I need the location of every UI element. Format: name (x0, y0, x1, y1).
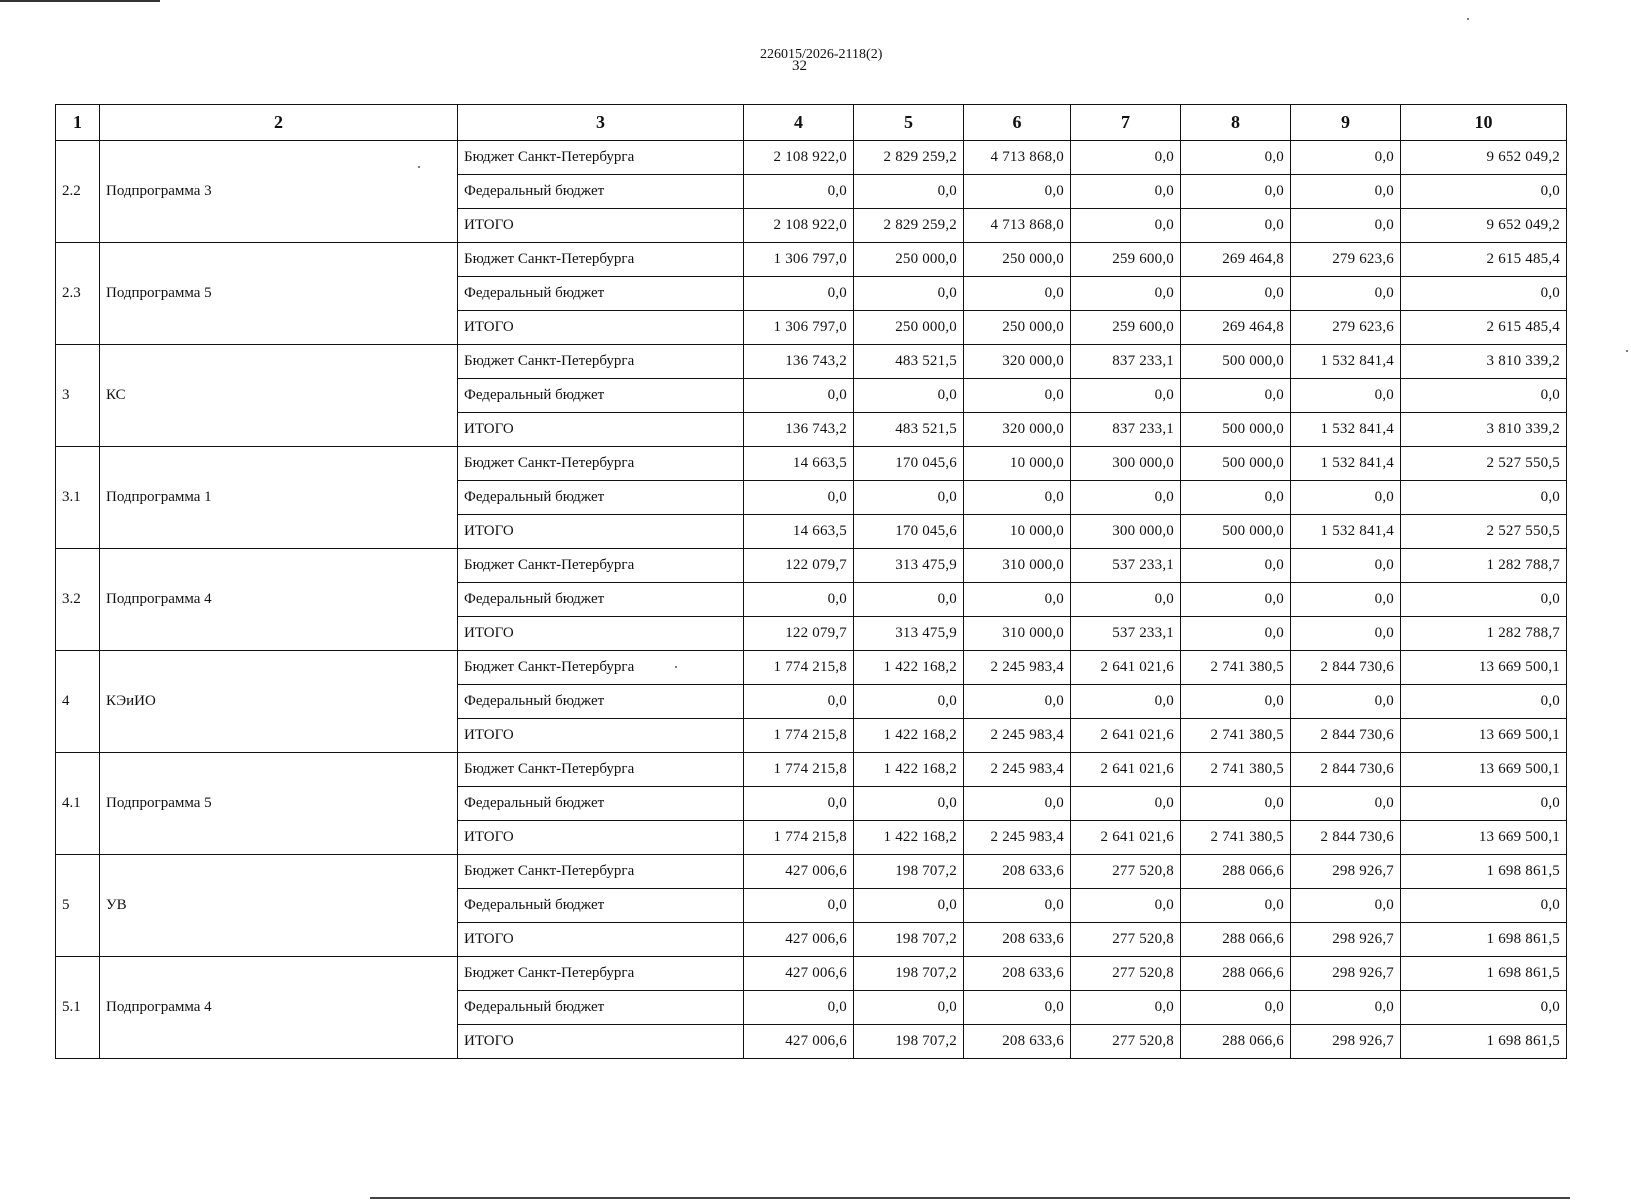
value-cell-col-6: 250 000,0 (964, 311, 1071, 345)
value-cell-col-9: 0,0 (1291, 617, 1401, 651)
value-cell-col-6: 0,0 (964, 277, 1071, 311)
value-cell-col-8: 0,0 (1181, 209, 1291, 243)
value-cell-col-5: 2 829 259,2 (854, 141, 964, 175)
value-cell-col-10: 2 615 485,4 (1401, 243, 1567, 277)
value-cell-col-6: 10 000,0 (964, 515, 1071, 549)
value-cell-col-6: 310 000,0 (964, 617, 1071, 651)
value-cell-col-7: 0,0 (1071, 277, 1181, 311)
value-cell-col-8: 269 464,8 (1181, 243, 1291, 277)
value-cell-col-4: 1 774 215,8 (744, 719, 854, 753)
value-cell-col-10: 0,0 (1401, 481, 1567, 515)
column-header-2: 2 (100, 105, 458, 141)
value-cell-col-8: 500 000,0 (1181, 447, 1291, 481)
value-cell-col-7: 0,0 (1071, 209, 1181, 243)
value-cell-col-8: 0,0 (1181, 617, 1291, 651)
row-code: 5 (56, 855, 100, 957)
value-cell-col-4: 427 006,6 (744, 923, 854, 957)
value-cell-col-4: 122 079,7 (744, 617, 854, 651)
funding-source: Федеральный бюджет (458, 277, 744, 311)
value-cell-col-9: 2 844 730,6 (1291, 821, 1401, 855)
value-cell-col-7: 0,0 (1071, 141, 1181, 175)
value-cell-col-6: 0,0 (964, 379, 1071, 413)
funding-source: Бюджет Санкт-Петербурга (458, 549, 744, 583)
funding-source: Бюджет Санкт-Петербурга (458, 957, 744, 991)
value-cell-col-4: 0,0 (744, 889, 854, 923)
funding-source: ИТОГО (458, 821, 744, 855)
funding-source: ИТОГО (458, 617, 744, 651)
value-cell-col-7: 2 641 021,6 (1071, 719, 1181, 753)
value-cell-col-10: 1 698 861,5 (1401, 855, 1567, 889)
value-cell-col-6: 0,0 (964, 685, 1071, 719)
table-row (56, 753, 1567, 787)
value-cell-col-8: 2 741 380,5 (1181, 651, 1291, 685)
value-cell-col-10: 1 698 861,5 (1401, 1025, 1567, 1059)
value-cell-col-4: 0,0 (744, 481, 854, 515)
value-cell-col-4: 122 079,7 (744, 549, 854, 583)
value-cell-col-4: 1 774 215,8 (744, 821, 854, 855)
funding-source: ИТОГО (458, 209, 744, 243)
value-cell-col-5: 1 422 168,2 (854, 651, 964, 685)
value-cell-col-5: 0,0 (854, 787, 964, 821)
value-cell-col-9: 1 532 841,4 (1291, 447, 1401, 481)
value-cell-col-9: 0,0 (1291, 787, 1401, 821)
value-cell-col-5: 2 829 259,2 (854, 209, 964, 243)
value-cell-col-6: 208 633,6 (964, 855, 1071, 889)
value-cell-col-8: 0,0 (1181, 991, 1291, 1025)
table-row (56, 345, 1567, 379)
program-name: Подпрограмма 3 (100, 141, 458, 243)
value-cell-col-6: 320 000,0 (964, 345, 1071, 379)
value-cell-col-10: 13 669 500,1 (1401, 651, 1567, 685)
value-cell-col-5: 250 000,0 (854, 311, 964, 345)
value-cell-col-7: 0,0 (1071, 481, 1181, 515)
funding-source: ИТОГО (458, 515, 744, 549)
value-cell-col-6: 2 245 983,4 (964, 821, 1071, 855)
table-row (56, 141, 1567, 175)
value-cell-col-7: 0,0 (1071, 685, 1181, 719)
value-cell-col-4: 2 108 922,0 (744, 141, 854, 175)
value-cell-col-5: 1 422 168,2 (854, 753, 964, 787)
value-cell-col-8: 2 741 380,5 (1181, 821, 1291, 855)
value-cell-col-5: 170 045,6 (854, 515, 964, 549)
value-cell-col-9: 0,0 (1291, 379, 1401, 413)
table-row (56, 447, 1567, 481)
value-cell-col-8: 0,0 (1181, 277, 1291, 311)
value-cell-col-6: 320 000,0 (964, 413, 1071, 447)
value-cell-col-10: 0,0 (1401, 379, 1567, 413)
value-cell-col-5: 313 475,9 (854, 549, 964, 583)
funding-source: ИТОГО (458, 923, 744, 957)
value-cell-col-9: 2 844 730,6 (1291, 753, 1401, 787)
value-cell-col-8: 0,0 (1181, 787, 1291, 821)
value-cell-col-10: 9 652 049,2 (1401, 141, 1567, 175)
value-cell-col-5: 0,0 (854, 481, 964, 515)
value-cell-col-8: 2 741 380,5 (1181, 719, 1291, 753)
program-name: Подпрограмма 1 (100, 447, 458, 549)
value-cell-col-9: 279 623,6 (1291, 243, 1401, 277)
value-cell-col-9: 0,0 (1291, 141, 1401, 175)
value-cell-col-10: 13 669 500,1 (1401, 719, 1567, 753)
program-name: Подпрограмма 4 (100, 549, 458, 651)
value-cell-col-4: 427 006,6 (744, 1025, 854, 1059)
value-cell-col-5: 313 475,9 (854, 617, 964, 651)
value-cell-col-4: 0,0 (744, 277, 854, 311)
value-cell-col-10: 0,0 (1401, 175, 1567, 209)
value-cell-col-8: 288 066,6 (1181, 957, 1291, 991)
value-cell-col-9: 1 532 841,4 (1291, 345, 1401, 379)
value-cell-col-7: 277 520,8 (1071, 957, 1181, 991)
value-cell-col-5: 198 707,2 (854, 1025, 964, 1059)
table-row (56, 243, 1567, 277)
value-cell-col-8: 0,0 (1181, 549, 1291, 583)
value-cell-col-7: 300 000,0 (1071, 515, 1181, 549)
value-cell-col-6: 2 245 983,4 (964, 651, 1071, 685)
value-cell-col-4: 427 006,6 (744, 957, 854, 991)
funding-source: Бюджет Санкт-Петербурга (458, 141, 744, 175)
table-row (56, 549, 1567, 583)
value-cell-col-8: 500 000,0 (1181, 345, 1291, 379)
value-cell-col-4: 2 108 922,0 (744, 209, 854, 243)
value-cell-col-8: 500 000,0 (1181, 413, 1291, 447)
value-cell-col-6: 208 633,6 (964, 1025, 1071, 1059)
value-cell-col-6: 4 713 868,0 (964, 209, 1071, 243)
value-cell-col-5: 1 422 168,2 (854, 719, 964, 753)
value-cell-col-6: 0,0 (964, 583, 1071, 617)
value-cell-col-4: 427 006,6 (744, 855, 854, 889)
value-cell-col-7: 259 600,0 (1071, 311, 1181, 345)
table-row (56, 651, 1567, 685)
value-cell-col-4: 1 774 215,8 (744, 753, 854, 787)
table-row (56, 957, 1567, 991)
funding-source: Бюджет Санкт-Петербурга (458, 447, 744, 481)
funding-source: ИТОГО (458, 719, 744, 753)
scan-edge-bottom (370, 1197, 1570, 1199)
value-cell-col-9: 0,0 (1291, 277, 1401, 311)
value-cell-col-8: 288 066,6 (1181, 855, 1291, 889)
value-cell-col-6: 4 713 868,0 (964, 141, 1071, 175)
value-cell-col-10: 0,0 (1401, 991, 1567, 1025)
value-cell-col-6: 0,0 (964, 787, 1071, 821)
value-cell-col-10: 1 698 861,5 (1401, 957, 1567, 991)
funding-source: Федеральный бюджет (458, 175, 744, 209)
value-cell-col-9: 0,0 (1291, 889, 1401, 923)
value-cell-col-5: 198 707,2 (854, 957, 964, 991)
value-cell-col-6: 10 000,0 (964, 447, 1071, 481)
value-cell-col-4: 0,0 (744, 583, 854, 617)
funding-source: Федеральный бюджет (458, 685, 744, 719)
value-cell-col-5: 483 521,5 (854, 413, 964, 447)
funding-source: Бюджет Санкт-Петербурга (458, 243, 744, 277)
funding-source: Федеральный бюджет (458, 379, 744, 413)
value-cell-col-4: 0,0 (744, 991, 854, 1025)
value-cell-col-6: 250 000,0 (964, 243, 1071, 277)
value-cell-col-9: 0,0 (1291, 583, 1401, 617)
value-cell-col-10: 0,0 (1401, 889, 1567, 923)
value-cell-col-6: 310 000,0 (964, 549, 1071, 583)
column-header-4: 4 (744, 105, 854, 141)
value-cell-col-10: 3 810 339,2 (1401, 345, 1567, 379)
value-cell-col-10: 1 282 788,7 (1401, 549, 1567, 583)
column-header-9: 9 (1291, 105, 1401, 141)
funding-source: ИТОГО (458, 1025, 744, 1059)
row-code: 3 (56, 345, 100, 447)
value-cell-col-7: 259 600,0 (1071, 243, 1181, 277)
funding-source: Федеральный бюджет (458, 583, 744, 617)
value-cell-col-5: 198 707,2 (854, 855, 964, 889)
column-header-10: 10 (1401, 105, 1567, 141)
funding-source: ИТОГО (458, 413, 744, 447)
value-cell-col-8: 500 000,0 (1181, 515, 1291, 549)
value-cell-col-7: 837 233,1 (1071, 345, 1181, 379)
value-cell-col-7: 277 520,8 (1071, 855, 1181, 889)
value-cell-col-6: 208 633,6 (964, 923, 1071, 957)
value-cell-col-5: 0,0 (854, 277, 964, 311)
row-code: 4 (56, 651, 100, 753)
value-cell-col-5: 0,0 (854, 685, 964, 719)
funding-source: Федеральный бюджет (458, 991, 744, 1025)
value-cell-col-9: 298 926,7 (1291, 1025, 1401, 1059)
value-cell-col-7: 537 233,1 (1071, 549, 1181, 583)
column-header-7: 7 (1071, 105, 1181, 141)
value-cell-col-4: 1 306 797,0 (744, 243, 854, 277)
column-header-5: 5 (854, 105, 964, 141)
program-name: Подпрограмма 4 (100, 957, 458, 1059)
value-cell-col-7: 837 233,1 (1071, 413, 1181, 447)
value-cell-col-6: 0,0 (964, 481, 1071, 515)
value-cell-col-10: 1 282 788,7 (1401, 617, 1567, 651)
value-cell-col-9: 2 844 730,6 (1291, 719, 1401, 753)
column-header-1: 1 (56, 105, 100, 141)
value-cell-col-10: 0,0 (1401, 583, 1567, 617)
value-cell-col-4: 0,0 (744, 175, 854, 209)
value-cell-col-7: 0,0 (1071, 991, 1181, 1025)
funding-source: Бюджет Санкт-Петербурга (458, 345, 744, 379)
value-cell-col-7: 300 000,0 (1071, 447, 1181, 481)
document-id: 226015/2026-2118(2) (760, 47, 883, 62)
page-number: 32 (792, 58, 807, 74)
value-cell-col-7: 2 641 021,6 (1071, 753, 1181, 787)
value-cell-col-5: 250 000,0 (854, 243, 964, 277)
value-cell-col-6: 0,0 (964, 991, 1071, 1025)
value-cell-col-7: 0,0 (1071, 583, 1181, 617)
value-cell-col-7: 0,0 (1071, 175, 1181, 209)
value-cell-col-5: 1 422 168,2 (854, 821, 964, 855)
funding-source: Бюджет Санкт-Петербурга (458, 855, 744, 889)
value-cell-col-8: 288 066,6 (1181, 923, 1291, 957)
value-cell-col-4: 14 663,5 (744, 515, 854, 549)
row-code: 3.1 (56, 447, 100, 549)
value-cell-col-9: 1 532 841,4 (1291, 413, 1401, 447)
program-name: Подпрограмма 5 (100, 243, 458, 345)
program-name: КЭиИО (100, 651, 458, 753)
value-cell-col-9: 0,0 (1291, 481, 1401, 515)
value-cell-col-4: 1 306 797,0 (744, 311, 854, 345)
value-cell-col-4: 0,0 (744, 379, 854, 413)
table-body (56, 141, 1567, 1059)
value-cell-col-10: 3 810 339,2 (1401, 413, 1567, 447)
value-cell-col-5: 0,0 (854, 175, 964, 209)
value-cell-col-6: 0,0 (964, 175, 1071, 209)
row-code: 5.1 (56, 957, 100, 1059)
program-name: УВ (100, 855, 458, 957)
value-cell-col-10: 13 669 500,1 (1401, 821, 1567, 855)
table-row (56, 855, 1567, 889)
value-cell-col-7: 277 520,8 (1071, 923, 1181, 957)
value-cell-col-8: 0,0 (1181, 141, 1291, 175)
budget-table (55, 104, 1567, 1059)
scan-edge-top (0, 0, 160, 2)
value-cell-col-9: 298 926,7 (1291, 923, 1401, 957)
column-header-8: 8 (1181, 105, 1291, 141)
scan-speck (1467, 18, 1469, 20)
value-cell-col-10: 9 652 049,2 (1401, 209, 1567, 243)
value-cell-col-10: 2 527 550,5 (1401, 447, 1567, 481)
value-cell-col-4: 0,0 (744, 685, 854, 719)
value-cell-col-9: 0,0 (1291, 991, 1401, 1025)
value-cell-col-9: 298 926,7 (1291, 855, 1401, 889)
value-cell-col-5: 0,0 (854, 379, 964, 413)
row-code: 4.1 (56, 753, 100, 855)
value-cell-col-8: 0,0 (1181, 583, 1291, 617)
value-cell-col-5: 0,0 (854, 889, 964, 923)
funding-source: Бюджет Санкт-Петербурга (458, 651, 744, 685)
value-cell-col-9: 298 926,7 (1291, 957, 1401, 991)
value-cell-col-10: 0,0 (1401, 685, 1567, 719)
value-cell-col-7: 2 641 021,6 (1071, 651, 1181, 685)
value-cell-col-4: 1 774 215,8 (744, 651, 854, 685)
value-cell-col-7: 0,0 (1071, 889, 1181, 923)
value-cell-col-9: 2 844 730,6 (1291, 651, 1401, 685)
row-code: 3.2 (56, 549, 100, 651)
value-cell-col-8: 288 066,6 (1181, 1025, 1291, 1059)
value-cell-col-9: 1 532 841,4 (1291, 515, 1401, 549)
value-cell-col-5: 0,0 (854, 991, 964, 1025)
row-code: 2.2 (56, 141, 100, 243)
funding-source: Федеральный бюджет (458, 787, 744, 821)
value-cell-col-6: 208 633,6 (964, 957, 1071, 991)
program-name: КС (100, 345, 458, 447)
value-cell-col-8: 0,0 (1181, 481, 1291, 515)
value-cell-col-10: 0,0 (1401, 787, 1567, 821)
value-cell-col-6: 0,0 (964, 889, 1071, 923)
value-cell-col-10: 2 615 485,4 (1401, 311, 1567, 345)
value-cell-col-8: 2 741 380,5 (1181, 753, 1291, 787)
funding-source: ИТОГО (458, 311, 744, 345)
value-cell-col-10: 1 698 861,5 (1401, 923, 1567, 957)
value-cell-col-5: 0,0 (854, 583, 964, 617)
value-cell-col-4: 14 663,5 (744, 447, 854, 481)
funding-source: Федеральный бюджет (458, 889, 744, 923)
value-cell-col-6: 2 245 983,4 (964, 753, 1071, 787)
value-cell-col-5: 198 707,2 (854, 923, 964, 957)
value-cell-col-9: 0,0 (1291, 209, 1401, 243)
scan-speck (1626, 350, 1628, 352)
value-cell-col-6: 2 245 983,4 (964, 719, 1071, 753)
value-cell-col-9: 279 623,6 (1291, 311, 1401, 345)
value-cell-col-8: 0,0 (1181, 889, 1291, 923)
value-cell-col-8: 269 464,8 (1181, 311, 1291, 345)
value-cell-col-7: 0,0 (1071, 787, 1181, 821)
value-cell-col-8: 0,0 (1181, 685, 1291, 719)
value-cell-col-10: 2 527 550,5 (1401, 515, 1567, 549)
value-cell-col-7: 2 641 021,6 (1071, 821, 1181, 855)
value-cell-col-8: 0,0 (1181, 379, 1291, 413)
value-cell-col-9: 0,0 (1291, 175, 1401, 209)
column-header-6: 6 (964, 105, 1071, 141)
value-cell-col-8: 0,0 (1181, 175, 1291, 209)
value-cell-col-5: 483 521,5 (854, 345, 964, 379)
value-cell-col-4: 136 743,2 (744, 413, 854, 447)
program-name: Подпрограмма 5 (100, 753, 458, 855)
value-cell-col-10: 13 669 500,1 (1401, 753, 1567, 787)
funding-source: Бюджет Санкт-Петербурга (458, 753, 744, 787)
value-cell-col-5: 170 045,6 (854, 447, 964, 481)
value-cell-col-7: 277 520,8 (1071, 1025, 1181, 1059)
row-code: 2.3 (56, 243, 100, 345)
funding-source: Федеральный бюджет (458, 481, 744, 515)
value-cell-col-7: 0,0 (1071, 379, 1181, 413)
value-cell-col-9: 0,0 (1291, 549, 1401, 583)
value-cell-col-7: 537 233,1 (1071, 617, 1181, 651)
value-cell-col-4: 0,0 (744, 787, 854, 821)
value-cell-col-9: 0,0 (1291, 685, 1401, 719)
value-cell-col-10: 0,0 (1401, 277, 1567, 311)
header-row (56, 105, 1567, 141)
column-header-3: 3 (458, 105, 744, 141)
value-cell-col-4: 136 743,2 (744, 345, 854, 379)
